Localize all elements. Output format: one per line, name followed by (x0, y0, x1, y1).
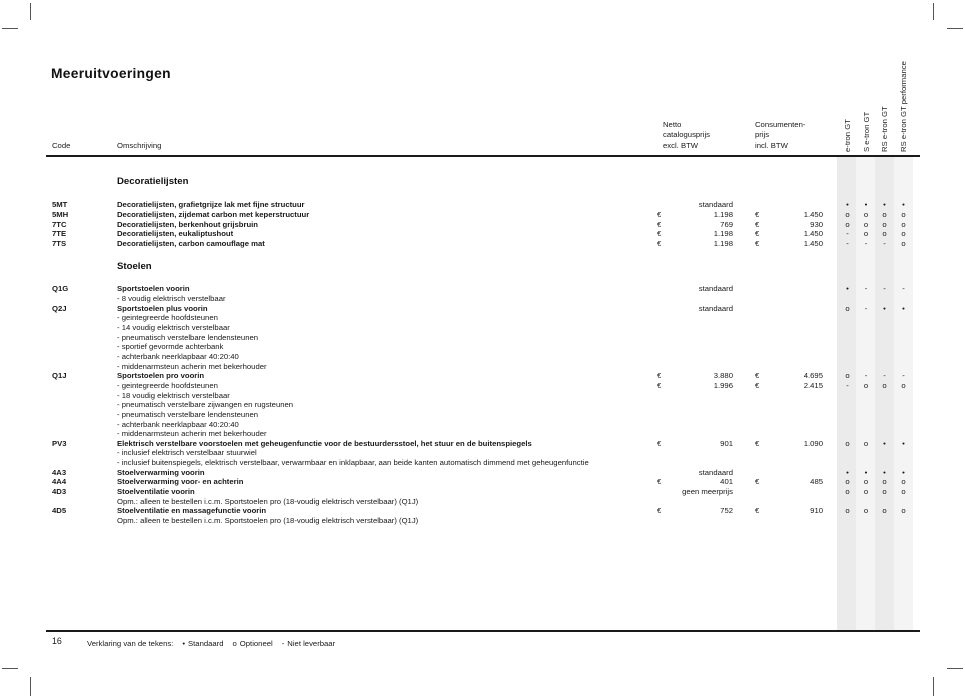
netto-price: 769 (720, 219, 733, 229)
row-description: Elektrisch verstelbare voorstoelen met geheugenfunctie voor de bestuurdersstoel, het stuur en de buitenspiegels (117, 438, 532, 448)
availability-indicator: - (846, 238, 849, 248)
netto-price-note: geen meerprijs (682, 487, 733, 497)
consumer-price: 1.450 (803, 209, 823, 219)
table-row (0, 333, 965, 343)
availability-indicator: o (882, 209, 887, 219)
legend-item-optional (233, 639, 273, 648)
availability-indicator: o (845, 438, 850, 448)
availability-indicator: o (845, 303, 850, 313)
crop-mark-bottom-right-horizontal (947, 668, 963, 669)
netto-price: 401 (720, 477, 733, 487)
netto-price: 901 (720, 438, 733, 448)
table-row (0, 229, 965, 239)
table-row (0, 239, 965, 249)
table-row (0, 410, 965, 420)
column-header-description: Omschrijving (117, 141, 162, 150)
availability-indicator: o (845, 219, 850, 229)
netto-price: 1.198 (713, 229, 733, 239)
availability-indicator: o (901, 238, 906, 248)
table-row (0, 323, 965, 333)
table-row (0, 294, 965, 304)
netto-price-note: standaard (698, 200, 733, 210)
netto-price-note: standaard (698, 303, 733, 313)
availability-indicator: o (882, 219, 887, 229)
netto-price: 1.198 (713, 238, 733, 248)
row-description: Stoelventilatie en massagefunctie voorin (117, 506, 267, 516)
netto-header-line3: excl. BTW (663, 140, 699, 150)
crop-mark-top-left-vertical (30, 3, 31, 20)
euro-sign: € (755, 229, 760, 239)
row-code: 5MT (52, 200, 68, 210)
row-description: Decoratielijsten, eukaliptushout (117, 229, 234, 239)
euro-sign: € (657, 380, 662, 390)
euro-sign: € (755, 238, 760, 248)
euro-sign: € (755, 209, 760, 219)
section-title: Decoratielijsten (117, 176, 189, 187)
availability-indicator: - (902, 284, 905, 294)
availability-indicator: • (883, 303, 886, 313)
row-description: - 14 voudig elektrisch verstelbaar (117, 323, 230, 332)
crop-mark-top-right-horizontal (947, 28, 963, 29)
availability-indicator: o (882, 229, 887, 239)
page-title: Meeruitvoeringen (51, 66, 171, 81)
consumer-price: 4.695 (803, 371, 823, 381)
table-row (0, 284, 965, 294)
table-row (0, 313, 965, 323)
row-description: - sportief gevormde achterbank (117, 342, 224, 352)
euro-sign: € (755, 438, 760, 448)
not-available-dash-icon: - (281, 638, 285, 648)
row-description: Stoelventilatie voorin (117, 487, 195, 497)
consumer-price: 1.450 (803, 238, 823, 248)
availability-indicator: o (863, 506, 869, 516)
consumer-header-line3: incl. BTW (755, 140, 788, 150)
row-description: Decoratielijsten, berkenhout grijsbruin (117, 219, 258, 229)
availability-indicator: - (883, 371, 886, 381)
netto-price: 1.198 (713, 209, 733, 219)
model-header-s-etron-gt: S e-tron GT (861, 111, 871, 152)
euro-sign: € (657, 438, 662, 448)
euro-sign: € (755, 477, 760, 487)
table-row (0, 477, 965, 487)
row-description: - inclusief buitenspiegels, elektrisch verstelbaar, verwarmbaar en inklapbaar, aan beide kanten automatisch dimmend met geheugenfunctie (117, 458, 589, 468)
euro-sign: € (657, 209, 662, 219)
availability-indicator: o (901, 487, 906, 497)
table-row (0, 468, 965, 478)
availability-indicator: o (901, 229, 906, 239)
availability-indicator: o (863, 380, 869, 390)
row-description: - 8 voudig elektrisch verstelbaar (117, 294, 226, 304)
availability-indicator: - (864, 238, 868, 248)
table-row (0, 362, 965, 372)
availability-indicator: • (883, 200, 886, 210)
availability-indicator: o (845, 506, 850, 516)
table-row (0, 371, 965, 381)
row-code: 4A3 (52, 467, 67, 477)
table-row (0, 439, 965, 449)
availability-indicator: o (863, 219, 869, 229)
row-description: Decoratielijsten, carbon camouflage mat (117, 238, 265, 248)
netto-price: 752 (720, 506, 733, 516)
row-description: - achterbank neerklapbaar 40:20:40 (117, 419, 239, 429)
crop-mark-bottom-left-horizontal (2, 668, 18, 669)
standard-dot-icon: • (182, 638, 186, 648)
row-code: PV3 (52, 438, 67, 448)
euro-sign: € (755, 371, 760, 381)
netto-header-line1: Netto (663, 119, 682, 129)
availability-indicator: o (901, 209, 906, 219)
row-code: 7TS (52, 238, 67, 248)
availability-indicator: - (846, 380, 849, 390)
row-code: 4D5 (52, 506, 67, 516)
row-description: - geintegreerde hoofdsteunen (117, 313, 218, 323)
row-code: Q1J (52, 371, 67, 381)
table-row (0, 420, 965, 430)
row-description: - pneumatisch verstelbare zijwangen en rugsteunen (117, 400, 294, 410)
row-description: Sportstoelen plus voorin (117, 303, 208, 313)
optional-circle-icon: o (232, 638, 237, 648)
row-description: - pneumatisch verstelbare lendensteunen (117, 332, 259, 342)
consumer-header-line2: prijs (755, 130, 770, 140)
row-code: 7TC (52, 219, 67, 229)
model-header-etron-gt: e-tron GT (843, 119, 852, 152)
availability-indicator: - (902, 371, 905, 381)
availability-indicator: o (845, 371, 850, 381)
netto-header-line2: catalogusprijs (663, 130, 711, 140)
availability-indicator: - (846, 229, 849, 239)
availability-indicator: • (846, 200, 849, 210)
availability-indicator: o (863, 229, 869, 239)
row-description: Opm.: alleen te bestellen i.c.m. Sportstoelen pro (18-voudig elektrisch verstelbaar) (Q1J) (117, 516, 419, 525)
euro-sign: € (755, 219, 760, 229)
availability-indicator: o (882, 487, 887, 497)
table-row (0, 304, 965, 314)
availability-indicator: - (864, 284, 868, 294)
section-title: Stoelen (117, 261, 152, 272)
row-description: - inclusief elektrisch verstelbaar stuurwiel (117, 448, 257, 458)
legend-label-standard: Standaard (188, 638, 224, 648)
euro-sign: € (657, 238, 662, 248)
model-header-rs-etron-gt: RS e-tron GT (880, 106, 889, 152)
column-header-consumer-price (755, 120, 805, 152)
availability-indicator: o (863, 487, 869, 497)
row-description: - achterbank neerklapbaar 40:20:40 (117, 351, 239, 361)
availability-indicator: • (902, 467, 905, 477)
footer-rule (46, 630, 920, 632)
euro-sign: € (755, 380, 760, 390)
table-row (0, 448, 965, 458)
table-row (0, 220, 965, 230)
netto-price-note: standaard (698, 467, 733, 477)
table-row (0, 210, 965, 220)
crop-mark-top-right-vertical (933, 3, 934, 20)
row-description: - middenarmsteun acherin met bekerhouder (117, 361, 267, 371)
row-description: Opm.: alleen te bestellen i.c.m. Sportstoelen pro (18-voudig elektrisch verstelbaar) (Q1J) (117, 496, 419, 506)
availability-indicator: - (883, 238, 886, 248)
euro-sign: € (657, 477, 662, 487)
availability-indicator: • (883, 438, 886, 448)
crop-mark-bottom-left-vertical (30, 677, 31, 696)
euro-sign: € (657, 506, 662, 516)
table-row (0, 458, 965, 468)
availability-indicator: - (883, 284, 886, 294)
availability-indicator: • (902, 200, 905, 210)
row-description: Stoelverwarming voor- en achterin (117, 477, 244, 487)
availability-indicator: • (902, 438, 905, 448)
euro-sign: € (755, 506, 760, 516)
table-row (0, 516, 965, 526)
legend-item-standard (182, 639, 223, 648)
availability-indicator: - (864, 371, 868, 381)
table-row (0, 497, 965, 507)
row-description: - geintegreerde hoofdsteunen (117, 380, 218, 390)
symbol-legend (87, 639, 335, 648)
availability-indicator: o (845, 477, 850, 487)
row-description: - pneumatisch verstelbare lendensteunen (117, 409, 259, 419)
row-description: Decoratielijsten, zijdemat carbon met keperstructuur (117, 209, 310, 219)
availability-indicator: • (846, 467, 849, 477)
table-row (0, 381, 965, 391)
row-description: - middenarmsteun acherin met bekerhouder (117, 429, 267, 439)
legend-prefix: Verklaring van de tekens: (87, 638, 174, 648)
netto-price: 3.880 (713, 371, 733, 381)
legend-item-not-available (282, 639, 335, 648)
row-description: Decoratielijsten, grafietgrijze lak met fijne structuur (117, 200, 305, 210)
availability-indicator: o (882, 477, 887, 487)
crop-mark-top-left-horizontal (2, 28, 18, 29)
availability-indicator: o (901, 219, 906, 229)
column-header-netto-price (663, 120, 710, 152)
table-row (0, 352, 965, 362)
availability-indicator: o (901, 506, 906, 516)
row-code: 4A4 (52, 477, 67, 487)
row-code: 4D3 (52, 487, 67, 497)
table-row (0, 429, 965, 439)
availability-indicator: o (863, 209, 869, 219)
availability-indicator: - (864, 303, 868, 313)
availability-indicator: • (864, 467, 868, 477)
row-description: - 18 voudig elektrisch verstelbaar (117, 390, 230, 400)
table-row (0, 200, 965, 210)
availability-indicator: o (845, 209, 850, 219)
legend-label-optional: Optioneel (239, 638, 273, 648)
consumer-price: 910 (810, 506, 823, 516)
availability-indicator: o (845, 487, 850, 497)
availability-indicator: o (863, 438, 869, 448)
table-row (0, 400, 965, 410)
row-code: Q2J (52, 303, 67, 313)
netto-price-note: standaard (698, 284, 733, 294)
consumer-price: 1.090 (803, 438, 823, 448)
availability-indicator: o (901, 477, 906, 487)
row-description: Sportstoelen voorin (117, 284, 190, 294)
availability-indicator: • (864, 200, 868, 210)
row-code: Q1G (52, 284, 69, 294)
availability-indicator: • (902, 303, 905, 313)
netto-price: 1.996 (713, 380, 733, 390)
availability-indicator: o (901, 380, 906, 390)
availability-indicator: • (846, 284, 849, 294)
availability-indicator: o (882, 380, 887, 390)
row-description: Stoelverwarming voorin (117, 467, 205, 477)
model-header-rs-etron-gt-performance: RS e-tron GT performance (899, 61, 908, 152)
consumer-price: 1.450 (803, 229, 823, 239)
row-code: 5MH (52, 209, 69, 219)
table-row (0, 391, 965, 401)
column-header-code: Code (52, 141, 71, 150)
header-rule (46, 155, 920, 157)
legend-label-not-available: Niet leverbaar (287, 638, 336, 648)
availability-indicator: • (883, 467, 886, 477)
availability-indicator: o (882, 506, 887, 516)
availability-indicator: o (863, 477, 869, 487)
consumer-price: 485 (810, 477, 823, 487)
euro-sign: € (657, 219, 662, 229)
crop-mark-bottom-right-vertical (933, 677, 934, 696)
euro-sign: € (657, 229, 662, 239)
euro-sign: € (657, 371, 662, 381)
row-description: Sportstoelen pro voorin (117, 371, 205, 381)
consumer-price: 930 (810, 219, 823, 229)
table-row (0, 487, 965, 497)
consumer-price: 2.415 (803, 380, 823, 390)
page-number: 16 (52, 636, 62, 646)
table-row (0, 342, 965, 352)
table-row (0, 506, 965, 516)
row-code: 7TE (52, 229, 67, 239)
consumer-header-line1: Consumenten- (755, 119, 806, 129)
